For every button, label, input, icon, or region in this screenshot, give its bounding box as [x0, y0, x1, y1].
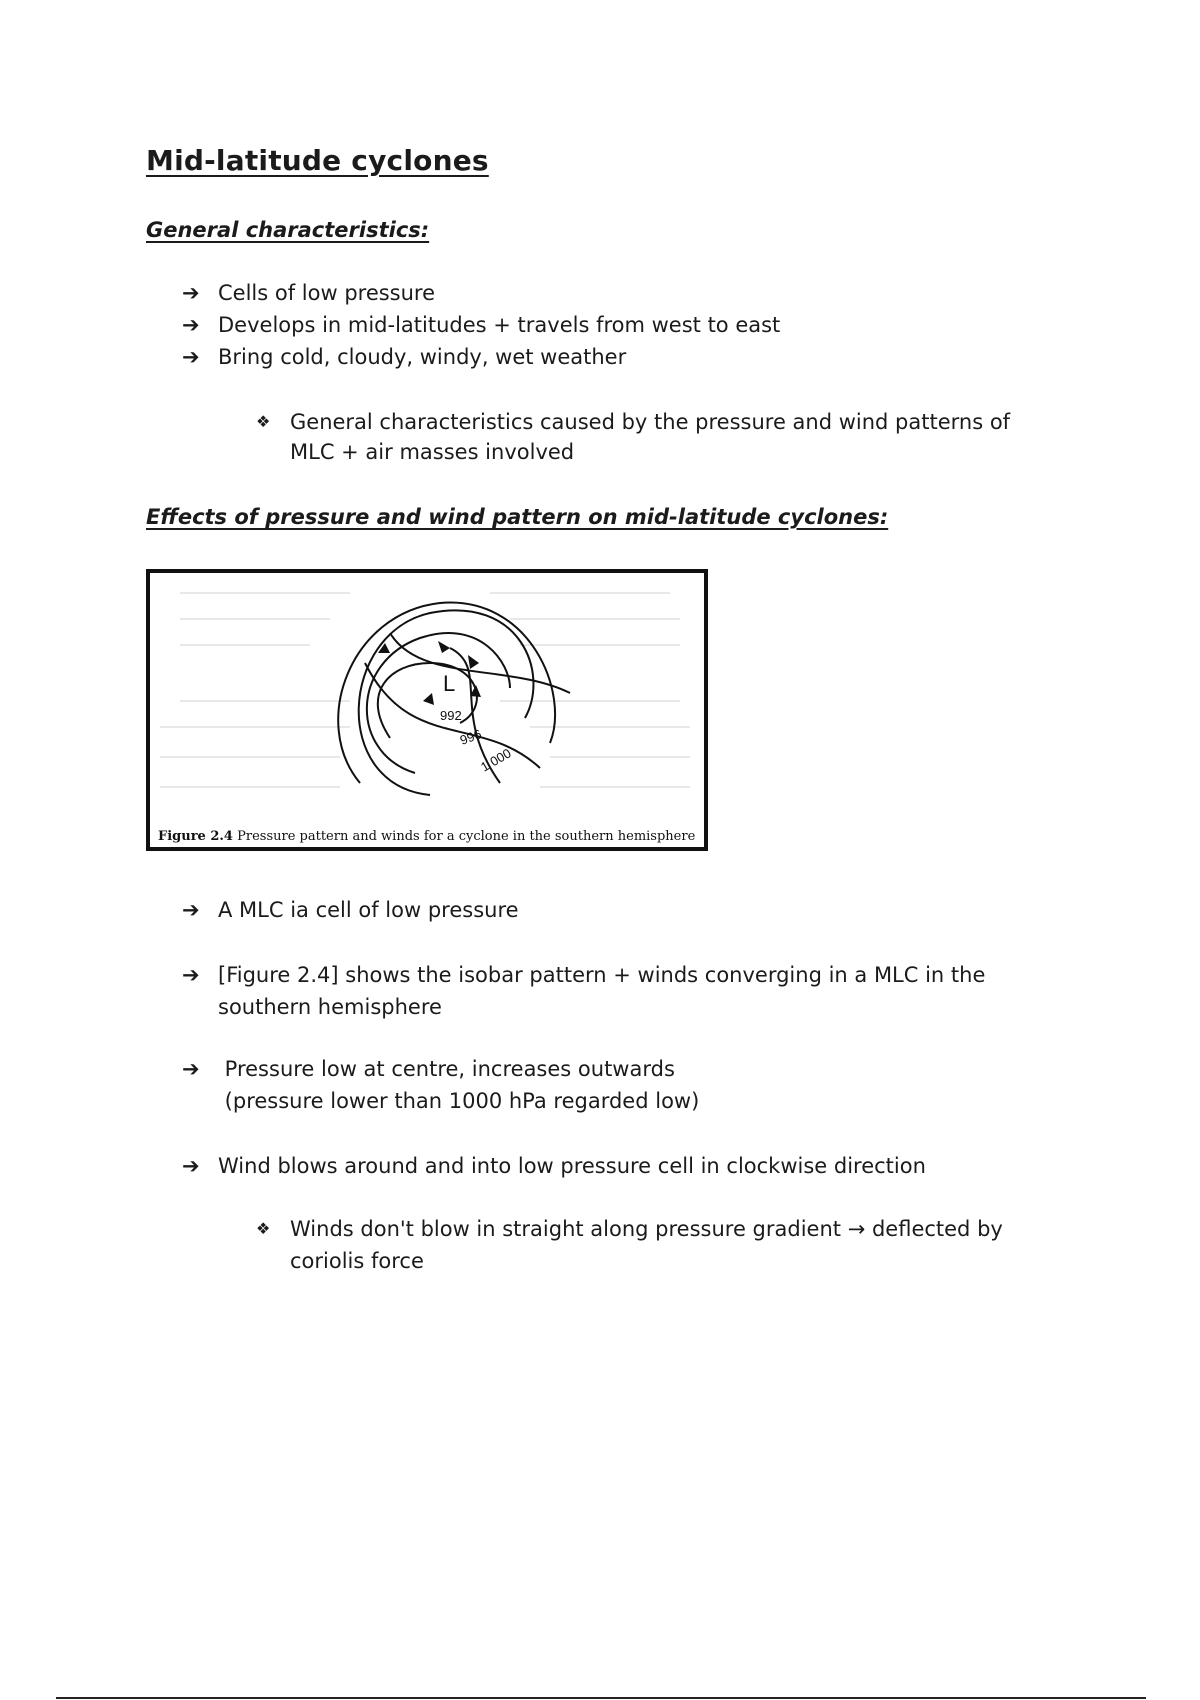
- list-item-text: Bring cold, cloudy, windy, wet weather: [218, 345, 627, 369]
- list-item-text: Pressure low at centre, increases outwards: [218, 1057, 675, 1081]
- arrow-bullet-icon: ➔: [182, 1154, 200, 1178]
- isobar-label-1000: 1 000: [478, 745, 514, 775]
- cyclone-isobar-diagram: [150, 573, 704, 847]
- figure-caption-text: Pressure pattern and winds for a cyclone in the southern hemisphere: [237, 829, 696, 844]
- sub-bullet-line-1: General characteristics caused by the pressure and wind patterns of: [290, 410, 1011, 434]
- low-pressure-label: L: [443, 671, 456, 696]
- effects-heading: Effects of pressure and wind pattern on mid-latitude cyclones:: [146, 505, 889, 529]
- sub-bullet-line-1: Winds don't blow in straight along pressure gradient → deflected by: [290, 1217, 1003, 1241]
- arrow-bullet-icon: ➔: [182, 1057, 200, 1081]
- figure-2-4: [146, 569, 708, 851]
- diamond-bullet-icon: ❖: [256, 412, 271, 431]
- isobar-lines: [338, 603, 570, 795]
- arrow-bullet-icon: ➔: [182, 313, 200, 337]
- list-item-text: Develops in mid-latitudes + travels from west to east: [218, 313, 781, 337]
- isobar-label-992: 992: [440, 708, 462, 723]
- list-item-text: Cells of low pressure: [218, 281, 436, 305]
- sub-bullet-line-2: coriolis force: [290, 1249, 424, 1273]
- arrow-bullet-icon: ➔: [182, 281, 200, 305]
- list-item-text: A MLC ia cell of low pressure: [218, 898, 519, 922]
- isobar-middle: [367, 633, 510, 773]
- page-title: Mid-latitude cyclones: [146, 144, 489, 177]
- arrowhead-icon: [468, 655, 479, 669]
- list-item-text-2: (pressure lower than 1000 hPa regarded low): [218, 1089, 700, 1113]
- list-item-text-2: southern hemisphere: [218, 995, 442, 1019]
- isobar-label-996: 996: [457, 726, 484, 748]
- list-item-text: [Figure 2.4] shows the isobar pattern + winds converging in a MLC in the: [218, 963, 986, 987]
- figure-label: Figure 2.4: [158, 829, 233, 844]
- sub-bullet-line-2: MLC + air masses involved: [290, 440, 575, 464]
- arrow-bullet-icon: ➔: [182, 963, 200, 987]
- arrow-bullet-icon: ➔: [182, 345, 200, 369]
- general-characteristics-heading: General characteristics:: [146, 218, 430, 242]
- figure-caption: [158, 829, 695, 844]
- arrow-bullet-icon: ➔: [182, 898, 200, 922]
- arrowhead-icon: [438, 641, 450, 653]
- arrowhead-icon: [423, 693, 434, 705]
- list-item-text: Wind blows around and into low pressure cell in clockwise direction: [218, 1154, 926, 1178]
- isobar-outer: [359, 610, 534, 795]
- faded-background-text: [160, 593, 690, 787]
- page-bottom-divider: [56, 1697, 1146, 1699]
- diamond-bullet-icon: ❖: [256, 1219, 271, 1238]
